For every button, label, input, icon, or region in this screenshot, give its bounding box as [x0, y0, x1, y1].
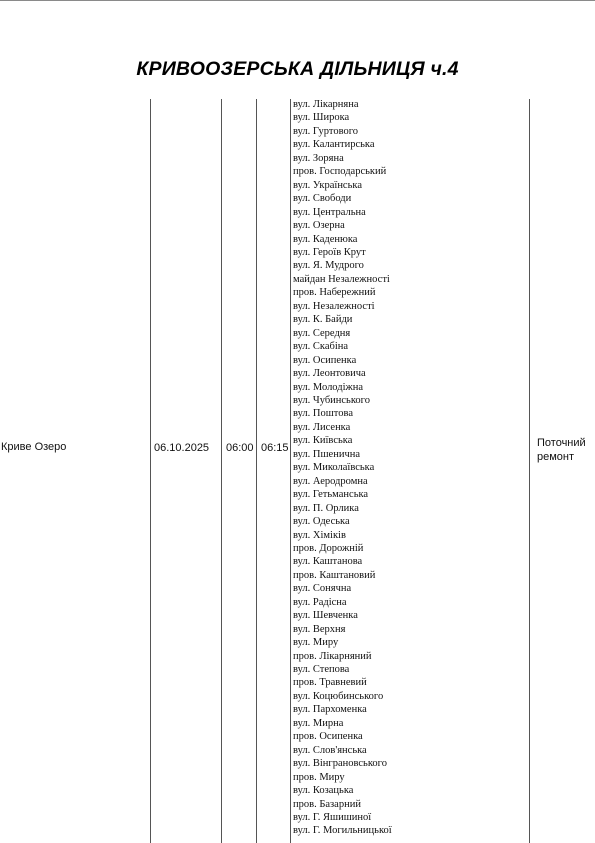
street-list-item: вул. Незалежності — [293, 300, 375, 312]
street-list-item: вул. Слов'янська — [293, 744, 367, 756]
street-list-item: вул. Мирна — [293, 717, 344, 729]
street-list-item: вул. Коцюбинського — [293, 690, 384, 702]
street-list-item: вул. Миру — [293, 637, 339, 649]
table-column-divider — [150, 99, 151, 843]
street-list-item: вул. Г. Могильницької — [293, 825, 392, 837]
time-end-cell: 06:15 — [261, 442, 289, 454]
street-list-item: вул. Г. Яшишиної — [293, 812, 372, 824]
reason-line: ремонт — [537, 451, 575, 463]
street-list-item: пров. Господарський — [293, 166, 387, 178]
time-start-cell: 06:00 — [226, 442, 254, 454]
street-list-item: вул. Каденюка — [293, 233, 358, 245]
street-list-item: вул. Скабіна — [293, 341, 349, 353]
street-list-item: вул. Поштова — [293, 408, 353, 420]
street-list-item: вул. Українська — [293, 179, 362, 191]
street-list-item: вул. Вінграновського — [293, 758, 387, 770]
street-list-item: вул. Каштанова — [293, 556, 363, 568]
date-cell: 06.10.2025 — [154, 442, 210, 454]
street-list-item: пров. Травневий — [293, 677, 367, 689]
street-list-item: вул. Сонячна — [293, 583, 352, 595]
street-list-item: вул. Я. Мудрого — [293, 260, 364, 272]
top-border — [0, 0, 595, 1]
street-list-item: пров. Миру — [293, 771, 345, 783]
street-list-item: вул. Молодіжна — [293, 381, 364, 393]
street-list-item: вул. П. Орлика — [293, 502, 359, 514]
street-list-item: вул. Озерна — [293, 220, 345, 232]
street-list-item: вул. Радісна — [293, 596, 347, 608]
table-column-divider — [256, 99, 257, 843]
street-list-item: вул. Зоряна — [293, 152, 344, 164]
street-list-item: вул. Київська — [293, 435, 353, 447]
table-column-divider — [221, 99, 222, 843]
street-list-item: вул. Чубинського — [293, 394, 370, 406]
street-list-item: вул. Гетьманська — [293, 489, 369, 501]
street-list-item: вул. Козацька — [293, 785, 354, 797]
settlement-cell: Криве Озеро — [1, 441, 67, 453]
reason-cell — [537, 436, 586, 464]
street-list-item: вул. Калантирська — [293, 139, 375, 151]
reason-line: Поточний — [537, 437, 586, 449]
street-list-item: пров. Базарний — [293, 798, 361, 810]
page-title: КРИВООЗЕРСЬКА ДІЛЬНИЦЯ ч.4 — [136, 58, 459, 80]
table-column-divider — [290, 99, 291, 843]
street-list-item: вул. Хіміків — [293, 529, 346, 541]
street-list-item: вул. Гуртового — [293, 125, 359, 137]
street-list-item: вул. Середня — [293, 327, 351, 339]
table-column-divider — [529, 99, 530, 843]
street-list-item: вул. Осипенка — [293, 354, 357, 366]
street-list-item: вул. Степова — [293, 664, 350, 676]
street-list-item: вул. Шевченка — [293, 610, 358, 622]
street-list-item: вул. Пшенична — [293, 448, 361, 460]
street-list-item: пров. Дорожній — [293, 542, 364, 554]
street-list-item: вул. Аеродромна — [293, 475, 368, 487]
street-list-item: вул. Миколаївська — [293, 462, 375, 474]
street-list-item: вул. Центральна — [293, 206, 366, 218]
street-list-item: вул. Лікарняна — [293, 99, 359, 110]
street-list-item: пров. Осипенка — [293, 731, 363, 743]
street-list-item: пров. Набережний — [293, 287, 376, 299]
street-list-item: вул. Верхня — [293, 623, 346, 635]
street-list-item: пров. Лікарняний — [293, 650, 372, 662]
street-list-item: вул. К. Байди — [293, 314, 353, 326]
street-list-item: вул. Леонтовича — [293, 368, 366, 380]
street-list-item: пров. Каштановий — [293, 569, 376, 581]
street-list-item: вул. Свободи — [293, 193, 352, 205]
street-list — [293, 98, 392, 838]
street-list-item: вул. Пархоменка — [293, 704, 367, 716]
street-list-item: вул. Лисенка — [293, 421, 351, 433]
street-list-item: вул. Широка — [293, 112, 350, 124]
street-list-item: майдан Незалежності — [293, 273, 390, 285]
street-list-item: вул. Одеська — [293, 516, 350, 528]
street-list-item: вул. Героїв Крут — [293, 246, 366, 258]
